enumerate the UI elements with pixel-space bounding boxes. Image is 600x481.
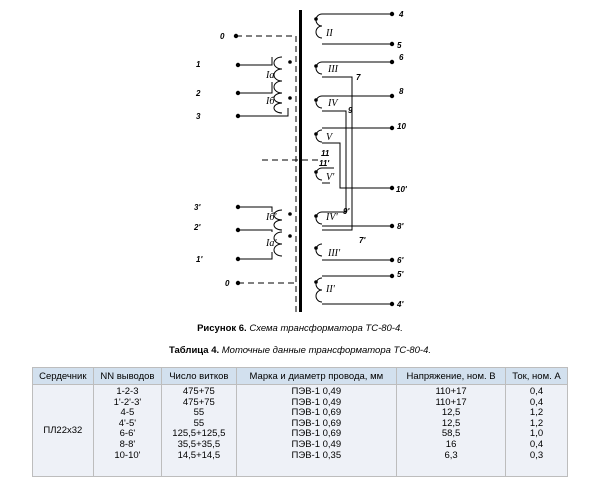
- coil-Ib: [274, 93, 282, 113]
- wire-value: ПЭВ-1 0,69: [291, 428, 342, 440]
- table-row: [33, 385, 568, 477]
- coil-IV-prime: [316, 212, 322, 224]
- label-term-10: 10: [397, 122, 406, 131]
- label-term-11: 11: [321, 149, 330, 158]
- label-winding-II: II: [326, 28, 333, 39]
- label-winding-V: V: [326, 132, 333, 143]
- label-term-6: 6: [399, 53, 404, 62]
- wire-value: ПЭВ-1 0,49: [291, 396, 342, 408]
- leads-III: [322, 62, 392, 230]
- table-caption-number: Таблица 4.: [168, 345, 220, 356]
- label-term-2: 2: [196, 89, 201, 98]
- table-caption-text: Моточные данные трансформатора ТС-80-4.: [221, 345, 432, 356]
- wire-value: ПЭВ-1 0,49: [291, 438, 342, 450]
- label-term-5p: 5': [397, 270, 404, 279]
- label-term-0-bottom: 0: [225, 279, 230, 288]
- turns-value: 475+75: [182, 396, 215, 408]
- turns-value: 14,5+14,5: [177, 449, 221, 461]
- header-current: Ток, ном. А: [506, 368, 568, 385]
- turns-value: 55: [193, 407, 205, 419]
- label-winding-IV-prime: IV': [326, 212, 338, 223]
- figure-caption: [0, 323, 600, 334]
- current-value: 1,2: [529, 407, 544, 419]
- cell-current: [506, 385, 568, 477]
- wire-value: ПЭВ-1 0,35: [291, 449, 342, 461]
- current-value: 0,4: [529, 396, 544, 408]
- label-winding-III: III: [328, 64, 338, 75]
- label-winding-Ia: Ia: [266, 70, 275, 81]
- coil-III: [316, 62, 322, 74]
- wire-value: ПЭВ-1 0,49: [291, 386, 342, 397]
- label-term-2p: 2': [194, 223, 201, 232]
- output-value: 4-5: [120, 407, 135, 419]
- output-value: 1'-2'-3': [113, 396, 142, 408]
- label-term-4p: 4': [397, 300, 404, 309]
- label-term-8: 8: [399, 87, 404, 96]
- header-core: Сердечник: [33, 368, 94, 385]
- voltage-value: 58,5: [441, 428, 461, 440]
- label-term-11p: 11': [319, 159, 330, 168]
- coil-V-prime: [316, 168, 322, 180]
- label-term-7p: 7': [359, 236, 366, 245]
- label-term-9: 9: [348, 106, 353, 115]
- label-term-7: 7: [356, 73, 361, 82]
- coil-Ia: [274, 57, 282, 93]
- label-term-8p: 8': [397, 222, 404, 231]
- cell-core: ПЛ22х32: [33, 385, 94, 477]
- voltage-value: 110+17: [435, 396, 467, 408]
- label-winding-IV: IV: [328, 98, 338, 109]
- label-term-4: 4: [399, 10, 404, 19]
- voltage-value: 6,3: [444, 449, 458, 461]
- label-winding-V-prime: V': [326, 172, 335, 183]
- output-value: 10-10': [114, 449, 141, 461]
- label-term-9p: 9': [343, 207, 350, 216]
- coil-IV: [316, 96, 322, 108]
- label-term-0-top: 0: [220, 32, 225, 41]
- output-value: 8-8': [119, 438, 136, 450]
- label-term-10p: 10': [396, 185, 407, 194]
- coil-V: [316, 130, 322, 142]
- voltage-value: 16: [445, 438, 457, 450]
- label-winding-Ib-prime: Iб': [266, 212, 277, 223]
- current-value: 1,0: [529, 428, 544, 440]
- winding-data-table: [32, 367, 568, 477]
- cell-wire: [236, 385, 397, 477]
- label-term-5: 5: [397, 41, 402, 50]
- header-turns: Число витков: [162, 368, 236, 385]
- current-value: 1,2: [529, 417, 544, 429]
- voltage-value: 12,5: [441, 417, 461, 429]
- label-term-3: 3: [196, 112, 201, 121]
- header-voltage: Напряжение, ном. В: [397, 368, 506, 385]
- current-value: 0,4: [529, 386, 544, 397]
- table-caption: [0, 345, 600, 356]
- cell-outputs: [93, 385, 161, 477]
- cell-voltage: [397, 385, 506, 477]
- current-value: 0,4: [529, 438, 544, 450]
- label-winding-III-prime: III': [328, 248, 341, 259]
- turns-value: 55: [193, 417, 205, 429]
- output-value: 6-6': [119, 428, 136, 440]
- label-term-1p: 1': [196, 255, 203, 264]
- transformer-schematic: [164, 0, 432, 320]
- turns-value: 35,5+35,5: [177, 438, 221, 450]
- turns-value: 125,5+125,5: [172, 428, 226, 440]
- figure-caption-number: Рисунок 6.: [197, 323, 247, 334]
- shield-dashed-line: [236, 36, 322, 312]
- label-winding-Ib: Iб: [266, 96, 275, 107]
- terminal-dots: [234, 12, 394, 306]
- header-wire: Марка и диаметр провода, мм: [236, 368, 397, 385]
- output-value: 4'-5': [118, 417, 137, 429]
- header-outputs: NN выводов: [93, 368, 161, 385]
- label-term-1: 1: [196, 60, 201, 69]
- cell-turns: [162, 385, 236, 477]
- voltage-value: 12,5: [441, 407, 461, 419]
- wire-value: ПЭВ-1 0,69: [291, 417, 342, 429]
- coil-III-prime: [316, 244, 322, 256]
- current-value: 0,3: [529, 449, 544, 461]
- table-header-row: [33, 368, 568, 385]
- figure-caption-text: Схема трансформатора ТС-80-4.: [249, 323, 403, 334]
- label-term-6p: 6': [397, 256, 404, 265]
- wire-value: ПЭВ-1 0,69: [291, 407, 342, 419]
- turns-value: 475+75: [182, 386, 215, 397]
- output-value: 1-2-3: [116, 386, 139, 397]
- label-term-3p: 3': [194, 203, 201, 212]
- label-winding-II-prime: II': [326, 284, 335, 295]
- leads-IV: [322, 96, 392, 212]
- voltage-value: 110+17: [435, 386, 467, 397]
- label-winding-Ia-prime: Ia': [266, 238, 277, 249]
- primary-top-leads: [238, 57, 288, 116]
